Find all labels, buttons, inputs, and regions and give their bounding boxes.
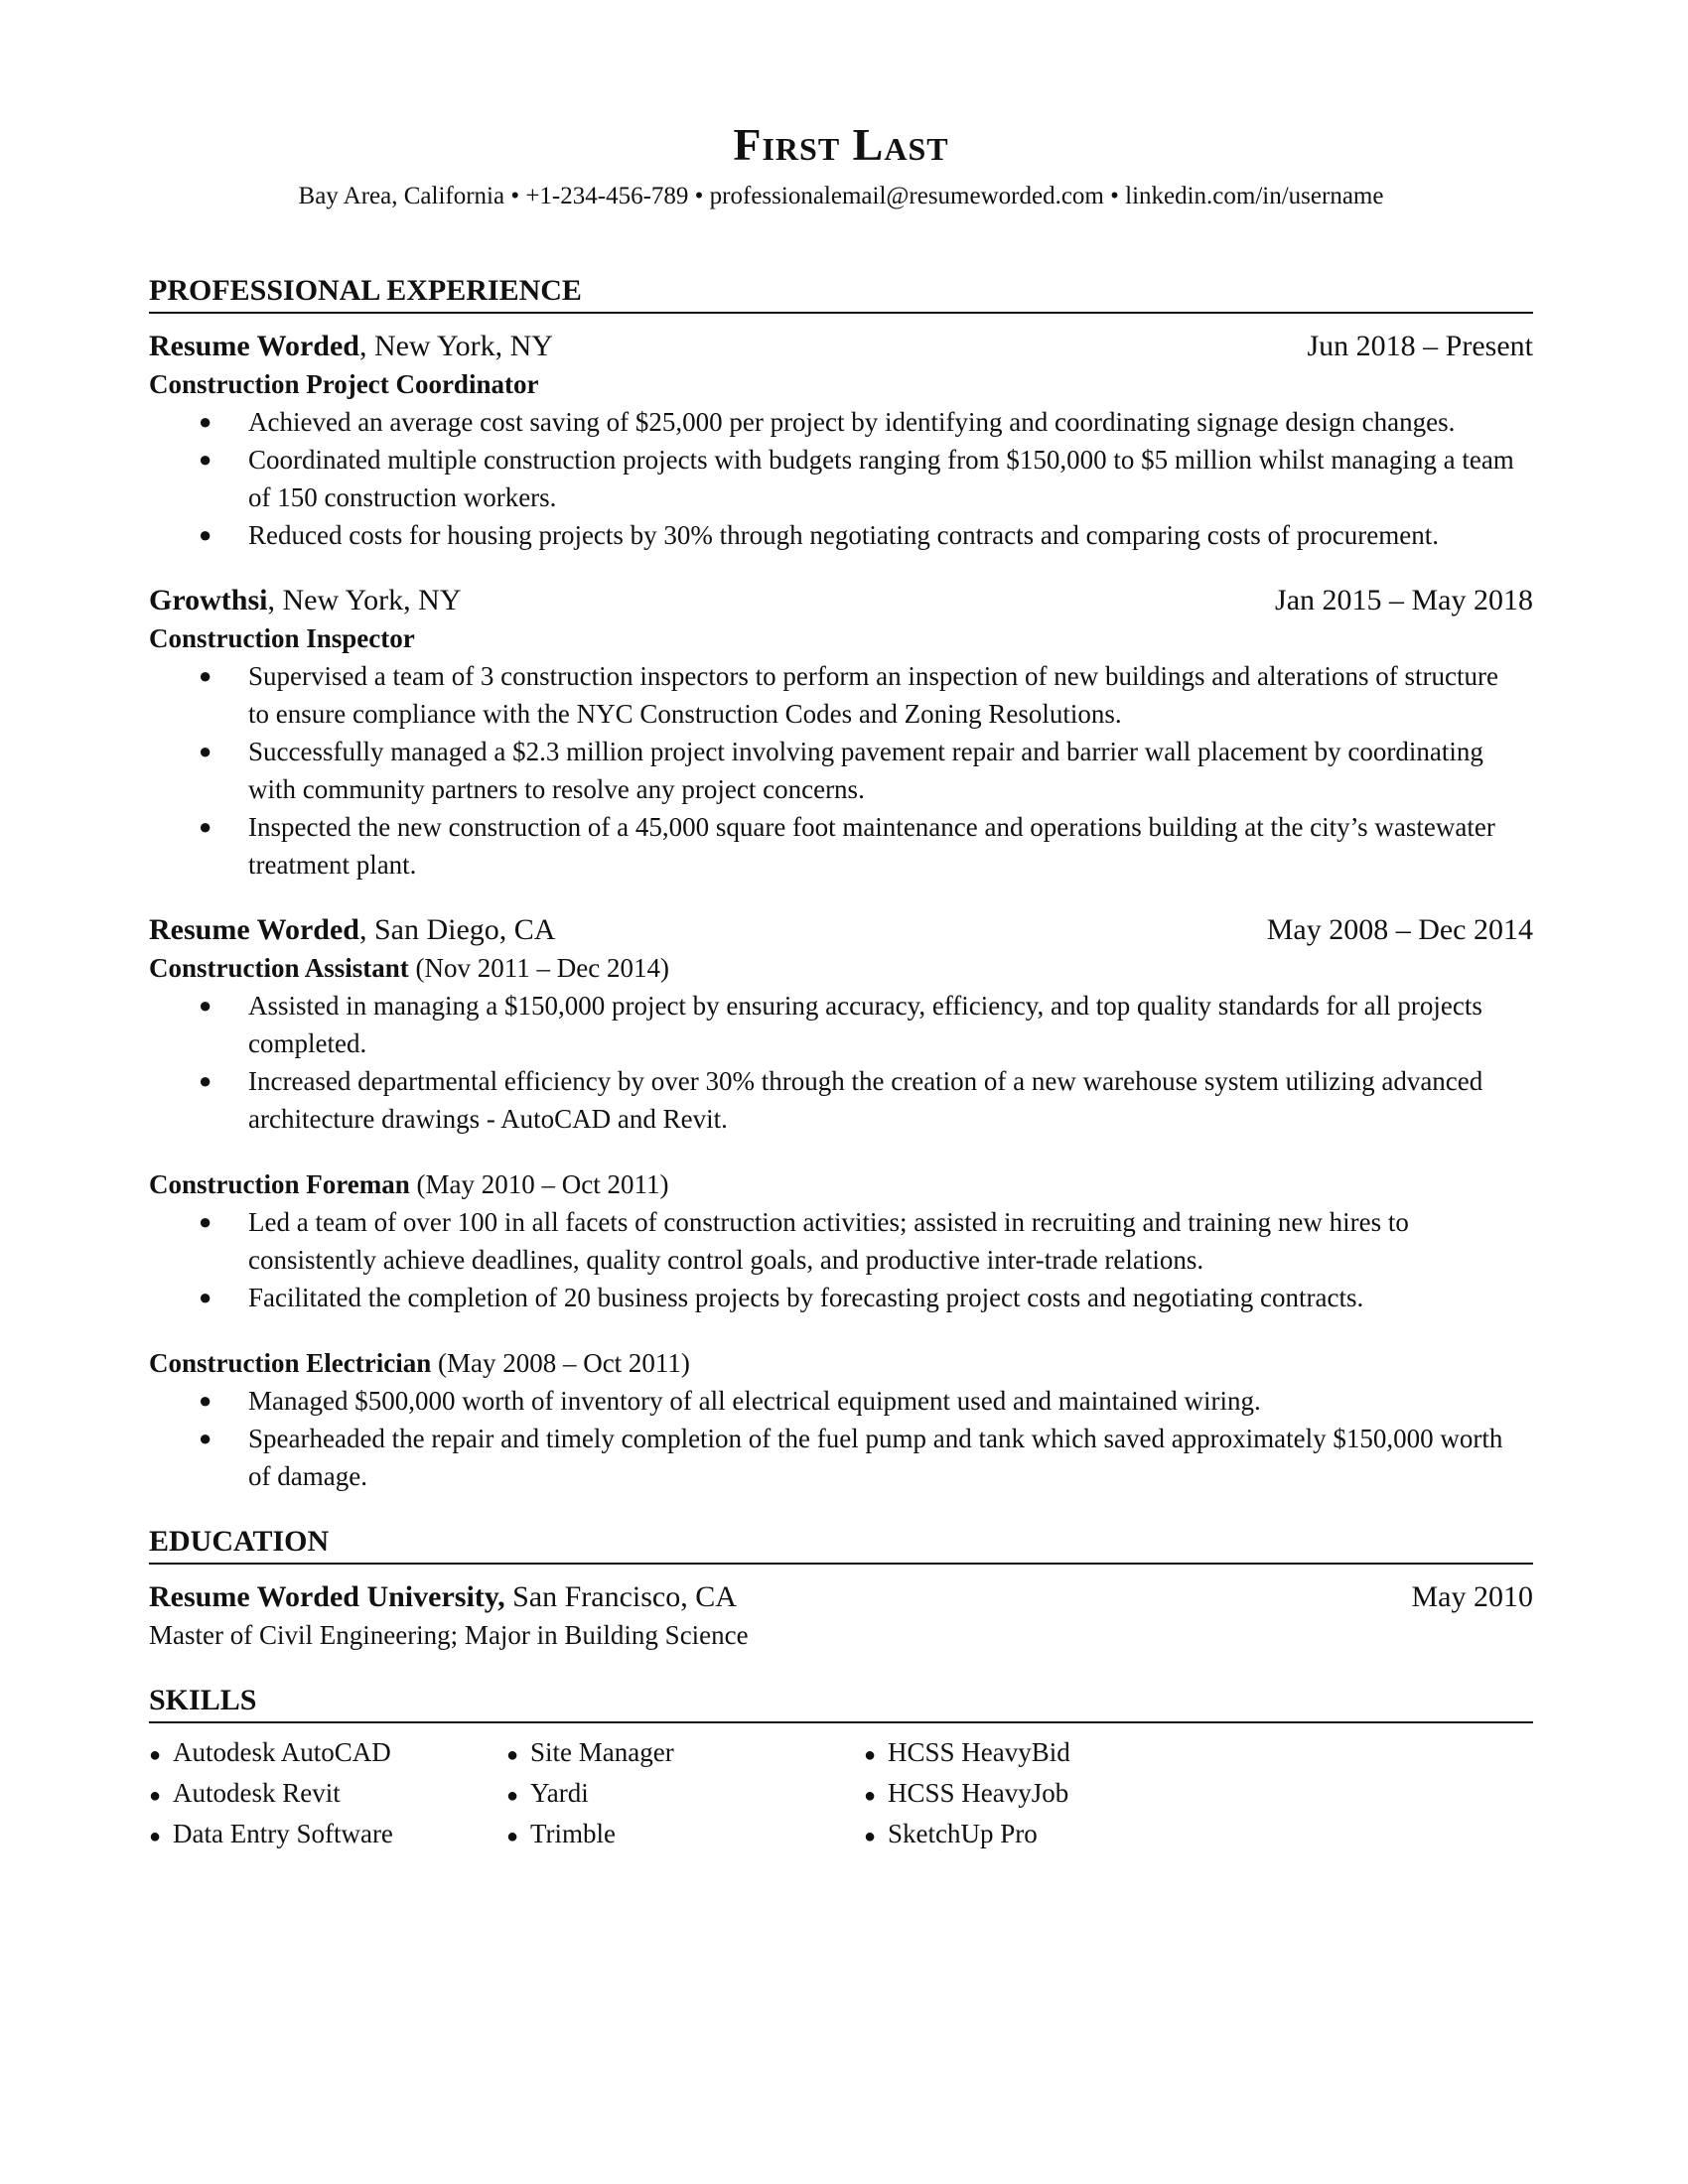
company-location: , New York, NY xyxy=(267,584,462,616)
bullet-item: ● Coordinated multiple construction projects with budgets ranging from $150,000 to $5 million whilst managing a team of 150 construction workers. xyxy=(149,441,1533,516)
bullet-icon: ● xyxy=(199,1388,212,1413)
bullet-icon: ● xyxy=(199,1068,212,1093)
role-block xyxy=(149,949,1533,1138)
role-block xyxy=(149,1165,1533,1316)
bullet-icon: ● xyxy=(199,447,212,472)
role-period: (May 2010 – Oct 2011) xyxy=(409,1169,669,1199)
role-title-line xyxy=(149,365,1533,403)
job-dates: May 2008 – Dec 2014 xyxy=(1266,913,1533,946)
job-employer xyxy=(149,911,555,949)
job-entry xyxy=(149,582,1533,884)
contact-line: Bay Area, California • +1-234-456-789 • professionalemail@resumeworded.com • linkedin.com/in/username xyxy=(298,183,1384,209)
bullet-icon: ● xyxy=(199,522,212,547)
bullet-icon: ● xyxy=(506,1744,519,1766)
role-title: Construction Electrician xyxy=(149,1348,432,1378)
bullet-icon: ● xyxy=(199,1426,212,1450)
role-title: Construction Inspector xyxy=(149,623,415,653)
skill-item: ● Site Manager xyxy=(506,1733,864,1774)
role-title-line xyxy=(149,1165,1533,1203)
bullet-icon: ● xyxy=(199,814,212,839)
bullet-icon: ● xyxy=(199,663,212,688)
degree: Master of Civil Engineering; Major in Building Science xyxy=(149,1620,749,1650)
role-title: Construction Project Coordinator xyxy=(149,369,539,399)
skill-item: ● SketchUp Pro xyxy=(864,1815,1221,1855)
bullet-icon: ● xyxy=(149,1744,162,1766)
bullet-item: ● Supervised a team of 3 construction inspectors to perform an inspection of new buildings and alterations of structure to ensure compliance with the NYC Construction Codes and Zoning Resolutions. xyxy=(149,657,1533,733)
skills-grid xyxy=(149,1733,1533,1855)
bullet-item: ● Inspected the new construction of a 45,000 square foot maintenance and operations building at the city’s wastewater treatment plant. xyxy=(149,808,1533,884)
bullet-icon: ● xyxy=(506,1826,519,1847)
bullet-list xyxy=(149,987,1533,1138)
bullet-item: ● Achieved an average cost saving of $25,000 per project by identifying and coordinating signage design changes. xyxy=(149,403,1533,441)
skills-column xyxy=(149,1733,506,1855)
school-name: Resume Worded University, xyxy=(149,1580,505,1613)
bullet-list xyxy=(149,657,1533,884)
bullet-icon: ● xyxy=(149,1826,162,1847)
company-name: Growthsi xyxy=(149,584,268,616)
bullet-item: ● Assisted in managing a $150,000 project by ensuring accuracy, efficiency, and top quality standards for all projects completed. xyxy=(149,987,1533,1062)
job-entry xyxy=(149,911,1533,1495)
company-name: Resume Worded xyxy=(149,913,359,946)
education-entry xyxy=(149,1578,1533,1654)
bullet-item: ● Facilitated the completion of 20 business projects by forecasting project costs and negotiating contracts. xyxy=(149,1279,1533,1316)
bullet-icon: ● xyxy=(864,1785,877,1807)
bullet-icon: ● xyxy=(199,993,212,1018)
company-location: , San Diego, CA xyxy=(358,913,556,946)
bullet-list xyxy=(149,1203,1533,1316)
bullet-icon: ● xyxy=(864,1826,877,1847)
bullet-icon: ● xyxy=(199,1209,212,1234)
role-period: (Nov 2011 – Dec 2014) xyxy=(408,953,669,983)
role-title-line xyxy=(149,619,1533,657)
bullet-item: ● Led a team of over 100 in all facets of construction activities; assisted in recruiting and training new hires to consistently achieve deadlines, quality control goals, and productive inter-trade relations. xyxy=(149,1203,1533,1279)
role-title-line xyxy=(149,949,1533,987)
graduation-date: May 2010 xyxy=(1411,1580,1533,1613)
skill-item: ● Data Entry Software xyxy=(149,1815,506,1855)
bullet-icon: ● xyxy=(199,409,212,434)
job-dates: Jun 2018 – Present xyxy=(1307,330,1533,362)
skills-column xyxy=(864,1733,1221,1855)
skill-item: ● Autodesk Revit xyxy=(149,1774,506,1815)
job-dates: Jan 2015 – May 2018 xyxy=(1275,584,1533,616)
role-title: Construction Foreman xyxy=(149,1169,410,1199)
bullet-list xyxy=(149,1382,1533,1495)
bullet-item: ● Increased departmental efficiency by over 30% through the creation of a new warehouse system utilizing advanced architecture drawings - AutoCAD and Revit. xyxy=(149,1062,1533,1138)
school-line xyxy=(149,1578,737,1616)
bullet-list xyxy=(149,403,1533,554)
experience-section-title: PROFESSIONAL EXPERIENCE xyxy=(149,272,1533,314)
skill-item: ● Autodesk AutoCAD xyxy=(149,1733,506,1774)
bullet-icon: ● xyxy=(199,1285,212,1309)
role-block xyxy=(149,1344,1533,1495)
role-title-line xyxy=(149,1344,1533,1382)
bullet-item: ● Reduced costs for housing projects by 30% through negotiating contracts and comparing costs of procurement. xyxy=(149,516,1533,554)
company-name: Resume Worded xyxy=(149,330,359,362)
role-title: Construction Assistant xyxy=(149,953,409,983)
job-employer xyxy=(149,328,553,365)
role-period: (May 2008 – Oct 2011) xyxy=(431,1348,690,1378)
school-location: San Francisco, CA xyxy=(504,1580,737,1613)
bullet-item: ● Spearheaded the repair and timely completion of the fuel pump and tank which saved approximately $150,000 worth of damage. xyxy=(149,1420,1533,1495)
job-entry xyxy=(149,328,1533,554)
bullet-icon: ● xyxy=(506,1785,519,1807)
skills-column xyxy=(506,1733,864,1855)
skills-section-title: SKILLS xyxy=(149,1682,1533,1723)
bullet-icon: ● xyxy=(864,1744,877,1766)
bullet-item: ● Successfully managed a $2.3 million project involving pavement repair and barrier wall placement by coordinating with community partners to resolve any project concerns. xyxy=(149,733,1533,808)
skill-item: ● Yardi xyxy=(506,1774,864,1815)
bullet-icon: ● xyxy=(149,1785,162,1807)
company-location: , New York, NY xyxy=(358,330,553,362)
resume-page xyxy=(149,117,1533,1855)
skill-item: ● HCSS HeavyJob xyxy=(864,1774,1221,1815)
candidate-name: First Last xyxy=(733,119,949,170)
bullet-item: ● Managed $500,000 worth of inventory of all electrical equipment used and maintained wiring. xyxy=(149,1382,1533,1420)
skill-item: ● Trimble xyxy=(506,1815,864,1855)
bullet-icon: ● xyxy=(199,739,212,763)
skill-item: ● HCSS HeavyBid xyxy=(864,1733,1221,1774)
job-employer xyxy=(149,582,461,619)
education-section-title: EDUCATION xyxy=(149,1523,1533,1565)
